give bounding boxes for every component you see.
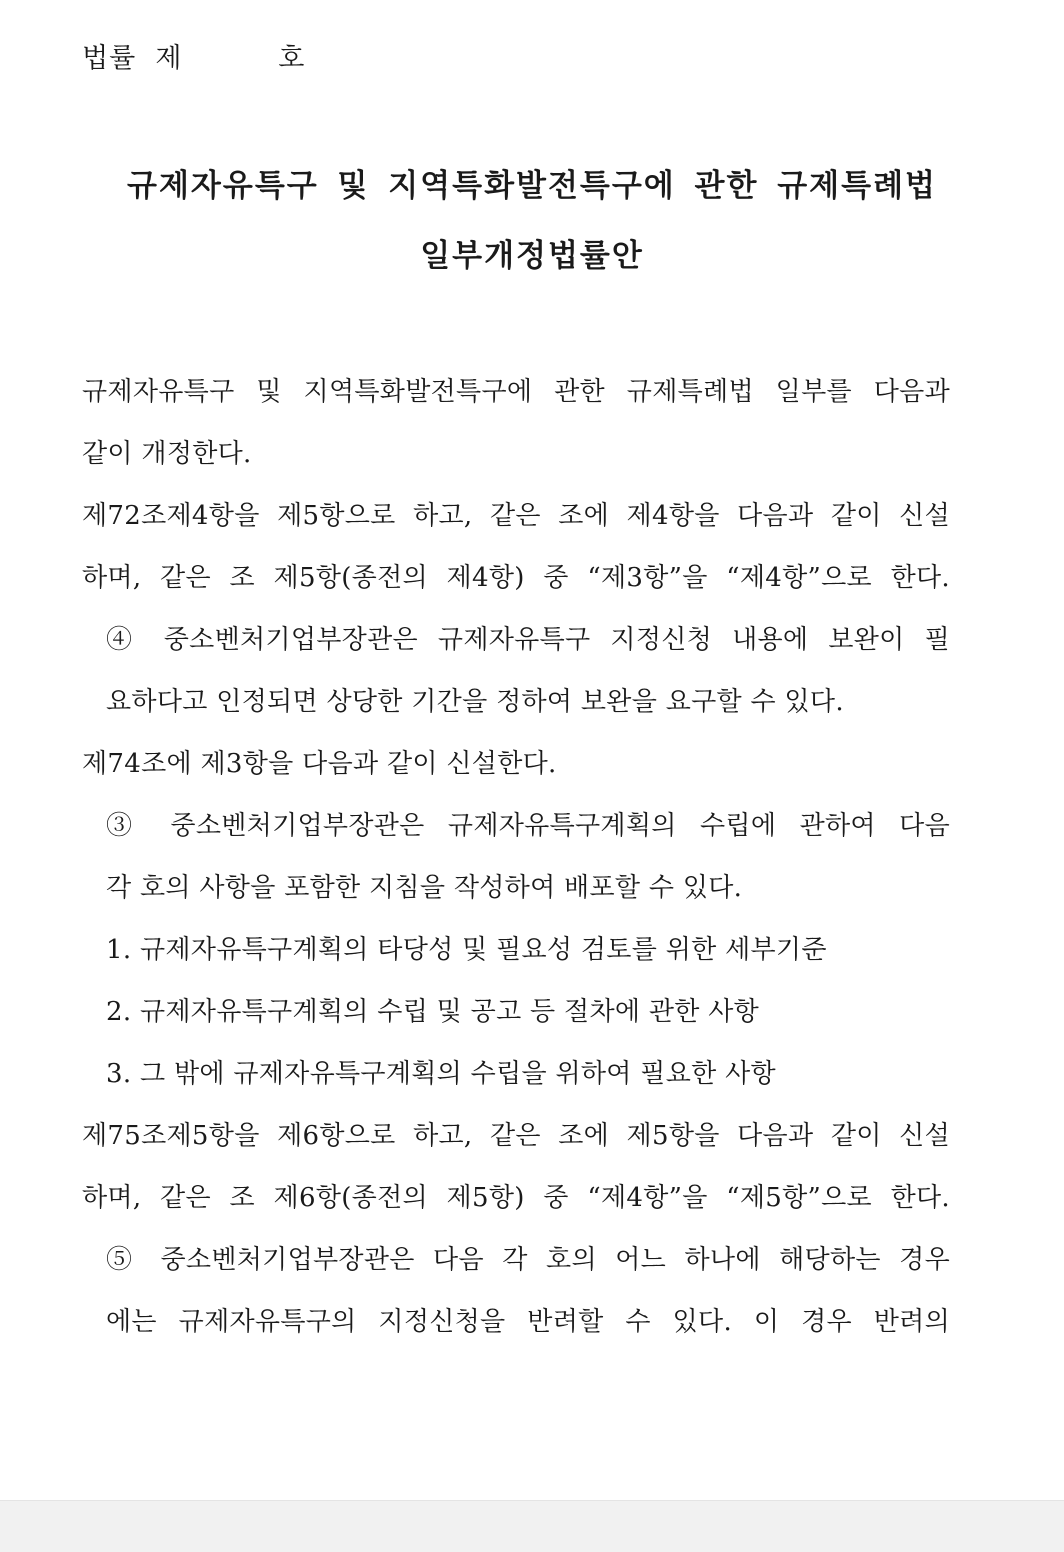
body-line: 같이 개정한다. xyxy=(82,439,252,469)
body-line: 하며, 같은 조 제5항(종전의 제4항) 중 “제3항”을 “제4항”으로 한다. xyxy=(82,563,950,593)
body-line: 요하다고 인정되면 상당한 기간을 정하여 보완을 요구할 수 있다. xyxy=(106,687,844,717)
body-line: 규제자유특구 및 지역특화발전특구에 관한 규제특례법 일부를 다음과 xyxy=(82,377,950,407)
bill-title-line-2: 일부개정법률안 xyxy=(420,238,644,274)
body-line: 1. 규제자유특구계획의 타당성 및 필요성 검토를 위한 세부기준 xyxy=(106,935,827,965)
bill-title-line-1: 규제자유특구 및 지역특화발전특구에 관한 규제특례법 xyxy=(127,168,937,204)
body-line: ③ 중소벤처기업부장관은 규제자유특구계획의 수립에 관하여 다음 xyxy=(106,811,950,841)
body-line: 에는 규제자유특구의 지정신청을 반려할 수 있다. 이 경우 반려의 xyxy=(106,1307,950,1337)
body-line: 제72조제4항을 제5항으로 하고, 같은 조에 제4항을 다음과 같이 신설 xyxy=(82,501,950,531)
body-line: ⑤ 중소벤처기업부장관은 다음 각 호의 어느 하나에 해당하는 경우 xyxy=(106,1245,950,1275)
body-line: 하며, 같은 조 제6항(종전의 제5항) 중 “제4항”을 “제5항”으로 한다. xyxy=(82,1183,950,1213)
body-line: ④ 중소벤처기업부장관은 규제자유특구 지정신청 내용에 보완이 필 xyxy=(106,625,950,655)
body-line: 제74조에 제3항을 다음과 같이 신설한다. xyxy=(82,749,557,779)
body-line: 3. 그 밖에 규제자유특구계획의 수립을 위하여 필요한 사항 xyxy=(106,1059,776,1089)
page-bottom-margin xyxy=(0,1500,1064,1552)
body-line: 제75조제5항을 제6항으로 하고, 같은 조에 제5항을 다음과 같이 신설 xyxy=(82,1121,950,1151)
body-line: 2. 규제자유특구계획의 수립 및 공고 등 절차에 관한 사항 xyxy=(106,997,760,1027)
body-line: 각 호의 사항을 포함한 지침을 작성하여 배포할 수 있다. xyxy=(106,873,743,903)
law-number-label: 법률 제 호 xyxy=(82,43,306,74)
bill-body xyxy=(82,361,950,1353)
